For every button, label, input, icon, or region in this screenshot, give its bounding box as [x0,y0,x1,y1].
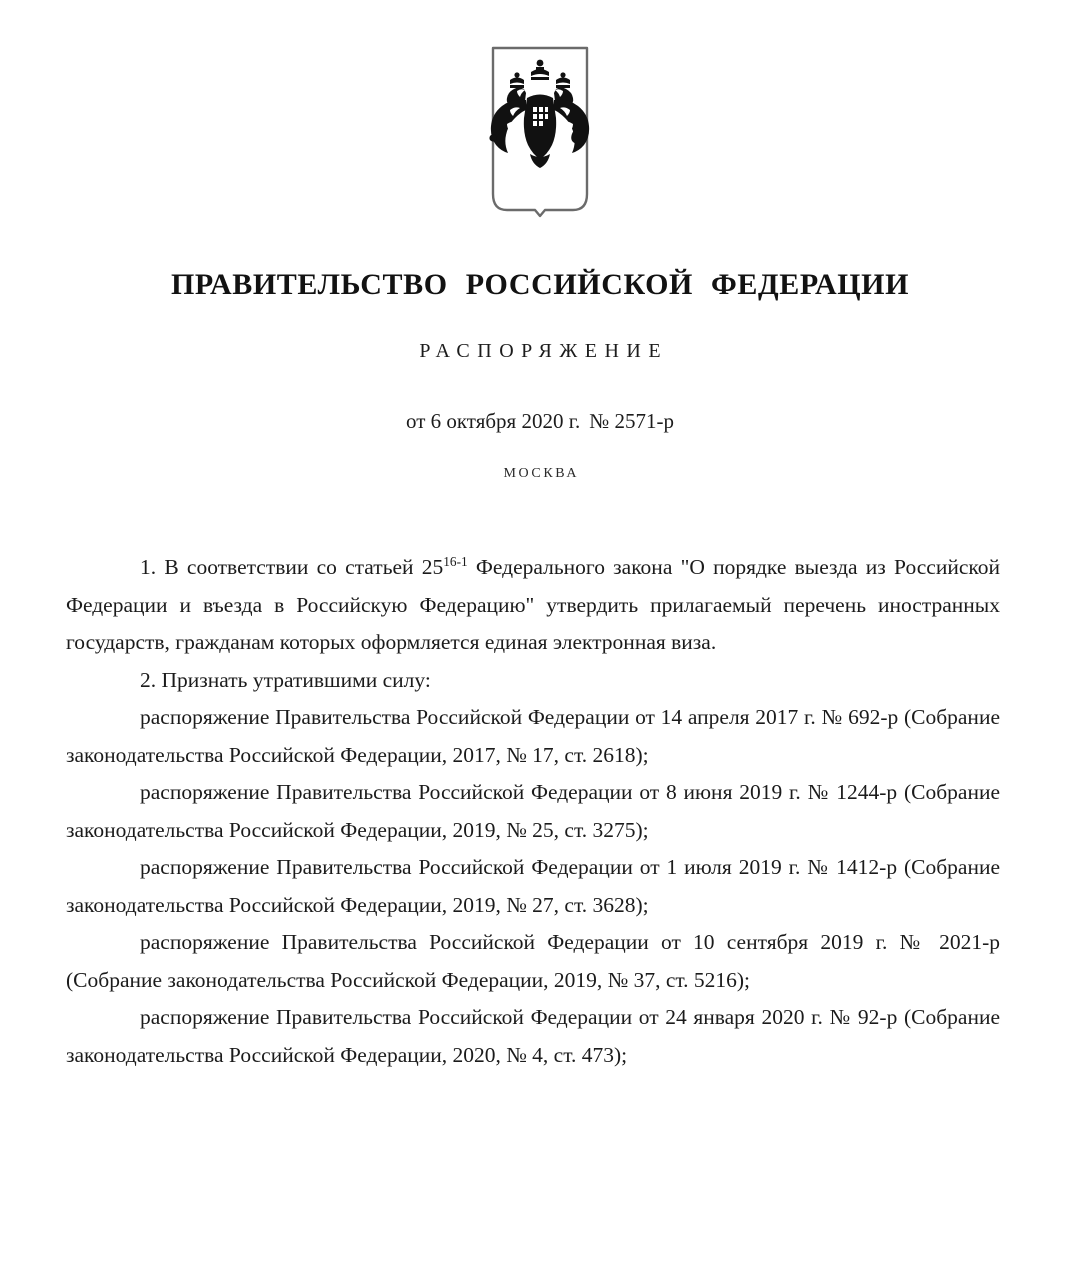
city-line: МОСКВА [503,466,580,481]
repeal-item: распоряжение Правительства Российской Федерации от 1 июля 2019 г. № 1412-р (Собрание законодательства Российской Федерации, 2019, № 27, ст. 3628); [66,855,1000,917]
repeal-item: распоряжение Правительства Российской Федерации от 14 апреля 2017 г. № 692-р (Собрание законодательства Российской Федерации, 2017, № 17, ст. 2618); [66,705,1000,767]
coat-of-arms-container [0,44,1080,216]
clause-1-text-before-superscript: 1. В соответствии со статьей 25 [140,555,444,579]
date-and-number-line [0,409,1080,434]
repeal-item: распоряжение Правительства Российской Федерации от 10 сентября 2019 г. № 2021-р (Собрание законодательства Российской Федерации, 2019, № 37, ст. 5216); [66,930,1000,992]
clause-2-paragraph: 2. Признать утратившими силу: [140,667,431,692]
article-superscript: 16-1 [443,553,468,569]
clause-1-paragraph [66,549,1000,662]
clause-1-text-after-superscript: Федерального закона "О порядке выезда из Российской Федерации и въезда в Российскую Федерацию" утвердить прилагаемый перечень иностранных государств, гражданам которых оформляется единая электронная виза. [66,555,1000,654]
repeal-item: распоряжение Правительства Российской Федерации от 8 июня 2019 г. № 1244-р (Собрание законодательства Российской Федерации, 2019, № 25, ст. 3275); [66,780,1000,842]
document-date: от 6 октября 2020 г. [405,409,581,433]
document-body [66,549,1000,1074]
document-type-heading: РАСПОРЯЖЕНИЕ [419,340,669,362]
government-title: ПРАВИТЕЛЬСТВО РОССИЙСКОЙ ФЕДЕРАЦИИ [170,268,910,301]
coat-of-arms-icon [489,44,591,216]
document-number: № 2571-р [589,409,674,433]
repeal-item: распоряжение Правительства Российской Федерации от 24 января 2020 г. № 92-р (Собрание законодательства Российской Федерации, 2020, № 4, ст. 473); [66,1005,1000,1067]
